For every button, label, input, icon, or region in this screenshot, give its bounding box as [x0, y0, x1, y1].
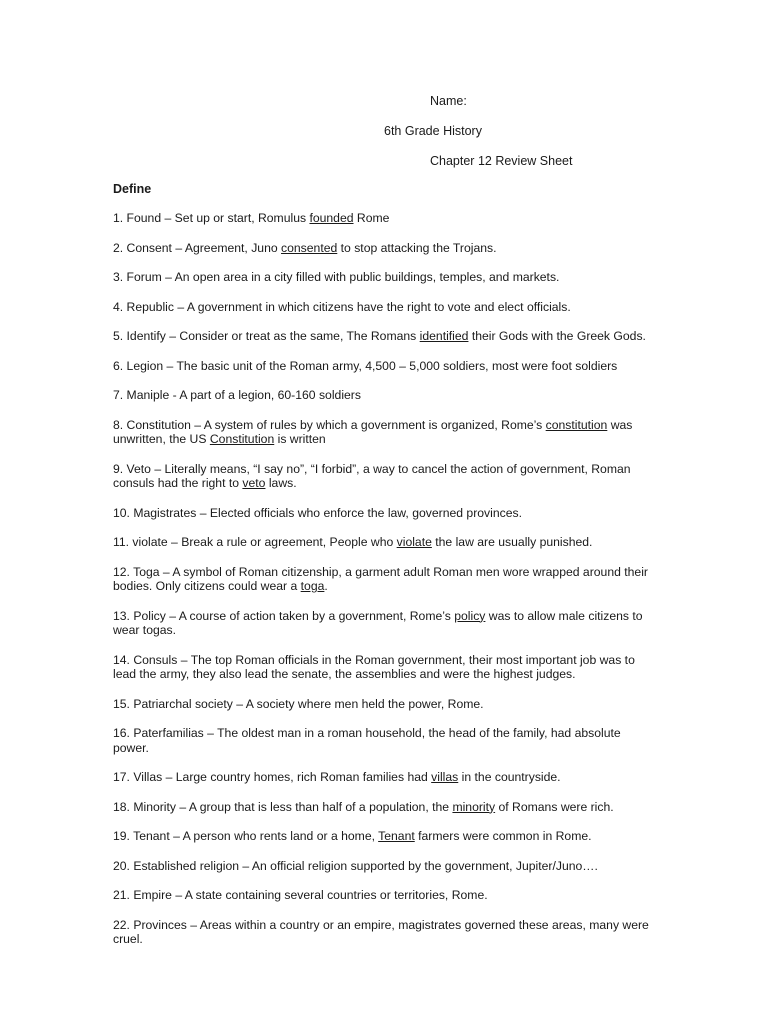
underlined-term: veto [242, 476, 266, 490]
definition-item [113, 359, 653, 374]
definition-item [113, 800, 653, 815]
definition-item [113, 565, 653, 594]
chapter-title: Chapter 12 Review Sheet [430, 154, 573, 168]
definition-text: to stop attacking the Trojans. [337, 240, 497, 255]
underlined-term: consented [281, 240, 338, 255]
definition-text: 21. Empire – A state containing several countries or territories, Rome. [113, 888, 488, 902]
underlined-term: toga [300, 579, 325, 593]
definition-item [113, 388, 653, 403]
underlined-term: Constitution [209, 432, 275, 446]
name-label: Name: [430, 94, 467, 108]
definition-item [113, 829, 653, 844]
definition-text: in the countryside. [458, 770, 561, 784]
definition-item [113, 859, 653, 874]
definition-item [113, 888, 653, 903]
definition-text: 22. Provinces – Areas within a country or an empire, magistrates governed these areas, many were cruel. [113, 917, 649, 946]
definition-text: 20. Established religion – An official religion supported by the government, Jupiter/Juno…. [113, 858, 598, 873]
definition-text: 14. Consuls – The top Roman officials in the Roman government, their most important job was to lead the army, they also lead the senate, the assemblies and were the highest judges. [113, 652, 635, 681]
definition-text: 13. Policy – A course of action taken by a government, Rome’s [113, 608, 455, 623]
underlined-term: constitution [545, 417, 608, 432]
definition-text: was to allow male citizens to wear togas. [113, 608, 643, 637]
definition-text: Rome [353, 211, 390, 225]
underlined-term: minority [452, 799, 496, 814]
definition-text: 16. Paterfamilias – The oldest man in a roman household, the head of the family, had absolute power. [113, 726, 621, 755]
definition-text: 8. Constitution – A system of rules by which a government is organized, Rome’s [113, 417, 546, 432]
definition-text: 5. Identify – Consider or treat as the same, The Romans [113, 329, 420, 343]
definition-item [113, 697, 653, 712]
definition-item [113, 535, 653, 550]
definition-item [113, 506, 653, 521]
definition-text: laws. [265, 476, 297, 490]
definition-item [113, 462, 653, 491]
definition-text: 4. Republic – A government in which citizens have the right to vote and elect officials. [113, 299, 571, 314]
definition-text: 3. Forum – An open area in a city filled with public buildings, temples, and markets. [113, 270, 560, 284]
definition-text: 7. Maniple - A part of a legion, 60-160 soldiers [113, 388, 361, 402]
underlined-term: violate [396, 535, 432, 549]
definition-text: 10. Magistrates – Elected officials who enforce the law, governed provinces. [113, 505, 522, 520]
definition-item [113, 241, 653, 256]
definition-text: the law are usually punished. [431, 535, 593, 549]
definition-text: 1. Found – Set up or start, Romulus [113, 211, 310, 225]
definition-text: farmers were common in Rome. [414, 829, 592, 843]
definition-text: 2. Consent – Agreement, Juno [113, 240, 282, 255]
definition-text: their Gods with the Greek Gods. [468, 329, 646, 343]
definition-item [113, 770, 653, 785]
definition-item [113, 270, 653, 285]
underlined-term: Tenant [378, 829, 415, 843]
section-heading: Define [113, 182, 152, 196]
definition-item [113, 918, 653, 947]
class-label: 6th Grade History [384, 124, 482, 138]
definition-text: of Romans were rich. [495, 799, 614, 814]
definition-item [113, 418, 653, 447]
definition-text: 17. Villas – Large country homes, rich Roman families had [113, 770, 432, 784]
definition-item [113, 329, 653, 344]
definition-text: 6. Legion – The basic unit of the Roman army, 4,500 – 5,000 soldiers, most were foot soldiers [113, 358, 618, 373]
underlined-term: identified [419, 329, 469, 343]
definition-text: 12. Toga – A symbol of Roman citizenship, a garment adult Roman men wore wrapped around their bodies. Only citizens could wear a [113, 564, 648, 593]
definition-text: 9. Veto – Literally means, “I say no”, “I forbid”, a way to cancel the action of government, Roman consuls had the right to [113, 461, 631, 490]
definition-item [113, 653, 653, 682]
definition-text: is written [274, 432, 326, 446]
definition-text: was unwritten, the US [113, 417, 633, 446]
definition-text: 19. Tenant – A person who rents land or a home, [113, 829, 379, 843]
definition-text: 15. Patriarchal society – A society where men held the power, Rome. [113, 696, 484, 711]
definition-text: 11. violate – Break a rule or agreement, People who [113, 535, 397, 549]
definition-item [113, 726, 653, 755]
definition-item [113, 211, 653, 226]
definition-item [113, 609, 653, 638]
definition-text: . [324, 579, 328, 593]
underlined-term: founded [309, 211, 354, 225]
definition-item [113, 300, 653, 315]
definition-text: 18. Minority – A group that is less than half of a population, the [113, 799, 453, 814]
underlined-term: policy [454, 608, 486, 623]
underlined-term: villas [431, 770, 459, 784]
definitions-list [113, 211, 653, 962]
